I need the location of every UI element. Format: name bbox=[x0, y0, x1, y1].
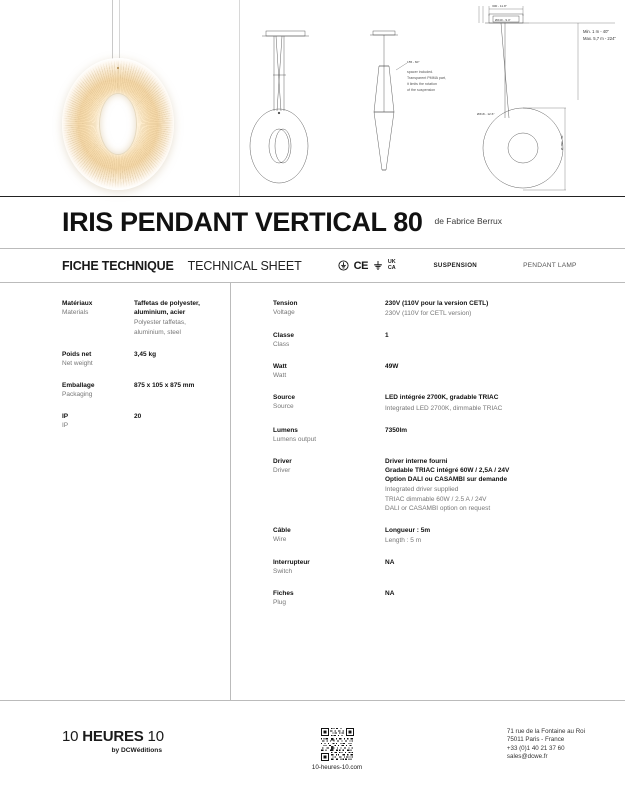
title-band bbox=[0, 197, 625, 249]
spec-value-en: Length : 5 m bbox=[385, 537, 422, 545]
spec-value-fr: Taffetas de polyester, bbox=[134, 300, 200, 307]
spec-label-en: Plug bbox=[273, 599, 287, 607]
spec-label-fr: Poids net bbox=[62, 350, 92, 358]
contact-address bbox=[507, 728, 585, 762]
suspension-cable-icon bbox=[112, 0, 113, 62]
spec-value-en: Polyester taffetas, bbox=[134, 319, 186, 327]
ukca-mark-icon bbox=[388, 260, 396, 270]
specs-column-left bbox=[0, 283, 230, 700]
spec-value bbox=[385, 558, 394, 576]
spacer-note-line-4: of the suspension bbox=[407, 88, 436, 92]
spec-label bbox=[273, 526, 385, 545]
spec-value bbox=[134, 381, 194, 399]
canopy-diameter-label: Ø240 - 9.4" bbox=[495, 18, 511, 22]
spec-label-en: Packaging bbox=[62, 390, 93, 398]
inner-diameter-label: Ø318 - 12.6" bbox=[477, 112, 495, 116]
spec-label-en: Driver bbox=[273, 466, 291, 474]
spec-row bbox=[273, 426, 625, 444]
spec-label bbox=[273, 457, 385, 513]
specifications-area bbox=[0, 283, 625, 701]
designer-byline: de Fabrice Berrux bbox=[434, 216, 503, 226]
technical-drawing-elevation bbox=[240, 0, 360, 196]
drop-min-label: Min. 1 m - 40" bbox=[583, 29, 609, 34]
spec-row bbox=[273, 393, 625, 412]
brand-logo bbox=[62, 728, 277, 754]
spec-label-fr: Câble bbox=[273, 527, 291, 535]
spec-value bbox=[385, 362, 398, 380]
spec-value-en: aluminium, steel bbox=[134, 328, 181, 336]
qr-code-icon[interactable] bbox=[321, 728, 354, 761]
outer-diameter-label: Ø 780 - 31" bbox=[560, 134, 564, 150]
drop-max-label: Max. 5,7 m - 224" bbox=[583, 36, 616, 41]
ring-aperture bbox=[99, 93, 137, 155]
category-label-en: PENDANT LAMP bbox=[523, 262, 577, 269]
specs-column-right bbox=[230, 283, 625, 700]
spec-value-fr: 3,45 kg bbox=[134, 350, 157, 358]
spec-value-en: Integrated LED 2700K, dimmable TRIAC bbox=[385, 404, 503, 412]
ring-fixing-dot bbox=[117, 67, 119, 69]
technical-drawing-dimensions bbox=[465, 0, 625, 196]
spec-label bbox=[62, 381, 134, 399]
spec-label-fr: IP bbox=[62, 412, 69, 420]
spec-value bbox=[385, 526, 430, 545]
spec-label-en: Switch bbox=[273, 568, 293, 576]
spec-label-fr: Matériaux bbox=[62, 300, 93, 307]
brand-logo-subtitle: by DCWéditions bbox=[111, 747, 162, 754]
website-caption[interactable]: 10-heures-10.com bbox=[311, 764, 363, 771]
iris-pendant-luminaire bbox=[62, 58, 174, 190]
spec-label-fr: Classe bbox=[273, 332, 294, 340]
spec-label-en: Voltage bbox=[273, 309, 295, 316]
spec-label-fr: Source bbox=[273, 394, 296, 402]
spec-value bbox=[134, 412, 141, 430]
spec-row bbox=[273, 589, 625, 607]
spec-label bbox=[62, 350, 134, 368]
spec-value-fr: Gradable TRIAC intégré 60W / 2,5A / 24V bbox=[385, 467, 510, 475]
spec-row bbox=[273, 331, 625, 349]
spec-label bbox=[273, 362, 385, 380]
spec-value bbox=[385, 331, 389, 349]
spec-label-fr: Lumens bbox=[273, 426, 298, 434]
spec-value-fr: NA bbox=[385, 559, 395, 567]
sheet-label-fr: FICHE TECHNIQUE bbox=[62, 258, 174, 273]
spec-value-fr: 875 x 105 x 875 mm bbox=[134, 381, 195, 389]
spec-value-fr: 49W bbox=[385, 363, 399, 371]
spec-value-fr: LED intégrée 2700K, gradable TRIAC bbox=[385, 394, 499, 402]
spec-row bbox=[62, 350, 230, 368]
category-label-fr: SUSPENSION bbox=[433, 262, 478, 269]
spec-value bbox=[385, 393, 502, 412]
address-line: 71 rue de la Fontaine au Roi bbox=[506, 728, 585, 735]
spec-value-fr: Longueur : 5m bbox=[385, 527, 431, 535]
spec-label bbox=[62, 299, 134, 337]
technical-drawing-spacer bbox=[360, 0, 465, 196]
suspension-cable-secondary-icon bbox=[119, 0, 120, 62]
canopy-width-label: 300 - 11.8" bbox=[492, 4, 507, 8]
ukca-bottom-text: CA bbox=[387, 264, 396, 271]
spec-label-en: Wire bbox=[273, 536, 287, 544]
spec-value-fr: 1 bbox=[385, 332, 389, 340]
spec-label-en: Watt bbox=[273, 372, 287, 380]
logo-bold: HEURES bbox=[82, 728, 144, 745]
spec-row bbox=[273, 558, 625, 576]
spec-label-en: Net weight bbox=[62, 359, 93, 367]
spacer-note-line-1: spacer included. bbox=[407, 70, 434, 74]
ukca-top-text: UK bbox=[387, 259, 396, 266]
spec-label-fr: Emballage bbox=[62, 381, 95, 389]
spacer-note-line-3: it limits the rotation bbox=[407, 82, 437, 86]
spec-value bbox=[385, 299, 488, 318]
spec-label-en: Lumens output bbox=[273, 435, 317, 443]
spec-value bbox=[385, 426, 407, 444]
spec-value bbox=[134, 299, 200, 337]
spec-value-fr: 20 bbox=[134, 412, 142, 420]
spec-value-fr: Driver interne fourni bbox=[385, 457, 448, 465]
page-title: IRIS PENDANT VERTICAL 80 bbox=[62, 207, 423, 237]
qr-code-block[interactable] bbox=[277, 728, 397, 771]
spec-row bbox=[273, 457, 625, 513]
logo-prefix: 10 bbox=[62, 728, 83, 745]
page-footer bbox=[0, 706, 625, 794]
spec-label bbox=[273, 426, 385, 444]
spec-label-fr: Interrupteur bbox=[273, 559, 310, 567]
spec-label-fr: Fiches bbox=[273, 590, 294, 598]
spec-value-fr: Option DALI ou CASAMBI sur demande bbox=[385, 476, 508, 484]
spec-value-en: 230V (110V for CETL version) bbox=[385, 310, 472, 318]
address-line: 75011 Paris - France bbox=[506, 736, 565, 744]
logo-suffix: 10 bbox=[143, 728, 164, 745]
spacer-note-line-2: Transparent PMMA part, bbox=[407, 76, 447, 80]
spec-label bbox=[273, 299, 385, 318]
protective-earth-icon bbox=[373, 260, 383, 271]
ce-mark-icon: CE bbox=[353, 259, 368, 272]
spec-label-fr: Tension bbox=[273, 300, 298, 307]
spec-label bbox=[62, 412, 134, 430]
spec-row bbox=[273, 526, 625, 545]
spec-label-fr: Watt bbox=[273, 363, 287, 371]
spec-value-fr: NA bbox=[385, 590, 395, 598]
spec-value-en: DALI or CASAMBI option on request bbox=[385, 504, 491, 512]
spec-value bbox=[385, 589, 394, 607]
brand-logo-text bbox=[62, 728, 277, 745]
address-line: sales@dcwe.fr bbox=[506, 753, 548, 761]
certification-marks bbox=[338, 260, 396, 272]
spec-row bbox=[273, 299, 625, 318]
sheet-type-band bbox=[0, 249, 625, 283]
spec-label-en: Materials bbox=[62, 309, 89, 316]
product-photo bbox=[0, 0, 240, 196]
spacer-dimension-label: 155 - 60" bbox=[407, 60, 420, 64]
spec-label bbox=[273, 393, 385, 412]
spec-row bbox=[62, 412, 230, 430]
spec-value-fr: aluminium, acier bbox=[134, 309, 186, 317]
spec-label-en: IP bbox=[62, 421, 69, 429]
spec-value-fr: 230V (110V pour la version CETL) bbox=[385, 300, 489, 307]
address-line: +33 (0)1 40 21 37 60 bbox=[506, 744, 565, 752]
class-one-earth-icon bbox=[338, 260, 349, 271]
spec-value-en: TRIAC dimmable 60W / 2.5 A / 24V bbox=[385, 495, 487, 503]
spec-row bbox=[62, 381, 230, 399]
spec-value bbox=[134, 350, 156, 368]
spec-row bbox=[273, 362, 625, 380]
spec-label bbox=[273, 589, 385, 607]
spec-label bbox=[273, 331, 385, 349]
spec-value-en: Integrated driver supplied bbox=[385, 486, 459, 494]
spec-value bbox=[385, 457, 509, 513]
spec-row bbox=[62, 299, 230, 337]
spec-label bbox=[273, 558, 385, 576]
spec-label-fr: Driver bbox=[273, 457, 292, 465]
spec-value-fr: 7350lm bbox=[385, 426, 408, 434]
spec-label-en: Class bbox=[273, 341, 290, 349]
sheet-label-en: TECHNICAL SHEET bbox=[187, 258, 302, 273]
product-visuals-band bbox=[0, 0, 625, 197]
spec-label-en: Source bbox=[273, 403, 294, 411]
